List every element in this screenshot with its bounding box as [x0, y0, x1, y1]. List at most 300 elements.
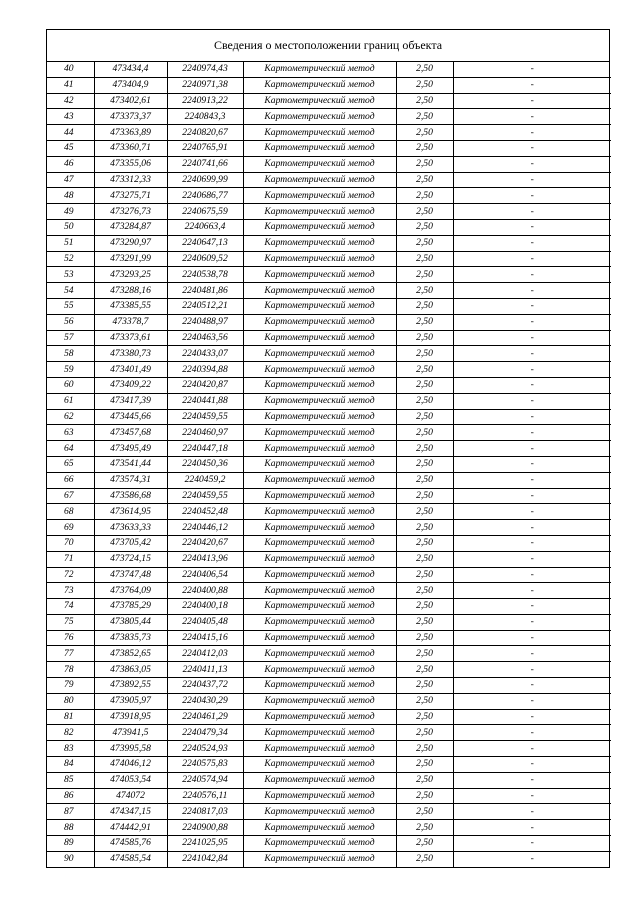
cell-accuracy: 2,50 — [396, 362, 453, 378]
table-row — [47, 820, 611, 836]
cell-method: Картометрический метод — [243, 772, 396, 788]
cell-accuracy: 2,50 — [396, 820, 453, 836]
cell-coord-y: 2240433,07 — [167, 346, 243, 362]
cell-coord-y: 2240609,52 — [167, 251, 243, 267]
cell-point-number: 67 — [47, 488, 94, 504]
cell-coord-x: 473614,95 — [94, 504, 167, 520]
cell-coord-y: 2240574,94 — [167, 772, 243, 788]
cell-coord-y: 2240538,78 — [167, 267, 243, 283]
cell-point-number: 52 — [47, 251, 94, 267]
cell-coord-y: 2241042,84 — [167, 851, 243, 866]
table-row — [47, 140, 611, 156]
cell-accuracy: 2,50 — [396, 409, 453, 425]
table-row — [47, 772, 611, 788]
table-row — [47, 456, 611, 472]
cell-accuracy: 2,50 — [396, 330, 453, 346]
cell-description: - — [453, 820, 611, 836]
cell-coord-x: 473355,06 — [94, 156, 167, 172]
cell-coord-x: 473586,68 — [94, 488, 167, 504]
table-row — [47, 393, 611, 409]
cell-description: - — [453, 314, 611, 330]
cell-coord-y: 2240430,29 — [167, 693, 243, 709]
cell-description: - — [453, 662, 611, 678]
cell-accuracy: 2,50 — [396, 614, 453, 630]
cell-coord-x: 473918,95 — [94, 709, 167, 725]
cell-coord-y: 2240447,18 — [167, 441, 243, 457]
cell-point-number: 51 — [47, 235, 94, 251]
table-row — [47, 251, 611, 267]
cell-coord-x: 473276,73 — [94, 204, 167, 220]
cell-method: Картометрический метод — [243, 725, 396, 741]
cell-coord-x: 473373,37 — [94, 109, 167, 125]
cell-coord-y: 2240576,11 — [167, 788, 243, 804]
cell-accuracy: 2,50 — [396, 188, 453, 204]
cell-coord-x: 473312,33 — [94, 172, 167, 188]
cell-coord-x: 473724,15 — [94, 551, 167, 567]
cell-point-number: 73 — [47, 583, 94, 599]
cell-coord-y: 2240394,88 — [167, 362, 243, 378]
cell-description: - — [453, 172, 611, 188]
cell-accuracy: 2,50 — [396, 757, 453, 773]
cell-coord-y: 2240459,2 — [167, 472, 243, 488]
table-row — [47, 804, 611, 820]
cell-accuracy: 2,50 — [396, 267, 453, 283]
cell-point-number: 87 — [47, 804, 94, 820]
cell-coord-x: 473941,5 — [94, 725, 167, 741]
cell-coord-y: 2240452,48 — [167, 504, 243, 520]
cell-accuracy: 2,50 — [396, 741, 453, 757]
cell-coord-x: 474046,12 — [94, 757, 167, 773]
cell-description: - — [453, 204, 611, 220]
cell-point-number: 59 — [47, 362, 94, 378]
cell-description: - — [453, 188, 611, 204]
cell-accuracy: 2,50 — [396, 551, 453, 567]
cell-coord-x: 473705,42 — [94, 535, 167, 551]
cell-description: - — [453, 757, 611, 773]
cell-method: Картометрический метод — [243, 235, 396, 251]
cell-accuracy: 2,50 — [396, 646, 453, 662]
cell-point-number: 43 — [47, 109, 94, 125]
cell-coord-y: 2240971,38 — [167, 77, 243, 93]
cell-point-number: 84 — [47, 757, 94, 773]
cell-accuracy: 2,50 — [396, 62, 453, 77]
cell-coord-y: 2240411,13 — [167, 662, 243, 678]
cell-description: - — [453, 725, 611, 741]
cell-method: Картометрический метод — [243, 109, 396, 125]
cell-coord-y: 2240437,72 — [167, 678, 243, 694]
cell-accuracy: 2,50 — [396, 488, 453, 504]
cell-description: - — [453, 472, 611, 488]
table-row — [47, 693, 611, 709]
cell-point-number: 88 — [47, 820, 94, 836]
cell-accuracy: 2,50 — [396, 788, 453, 804]
cell-coord-x: 473290,97 — [94, 235, 167, 251]
table-row — [47, 283, 611, 299]
table-row — [47, 188, 611, 204]
cell-method: Картометрический метод — [243, 646, 396, 662]
cell-method: Картометрический метод — [243, 678, 396, 694]
cell-point-number: 56 — [47, 314, 94, 330]
cell-coord-y: 2240524,93 — [167, 741, 243, 757]
cell-method: Картометрический метод — [243, 251, 396, 267]
table-row — [47, 504, 611, 520]
cell-coord-y: 2240446,12 — [167, 520, 243, 536]
table-row — [47, 788, 611, 804]
table-row — [47, 630, 611, 646]
cell-description: - — [453, 520, 611, 536]
cell-description: - — [453, 125, 611, 141]
cell-coord-x: 473764,09 — [94, 583, 167, 599]
cell-description: - — [453, 377, 611, 393]
cell-point-number: 48 — [47, 188, 94, 204]
cell-description: - — [453, 709, 611, 725]
cell-method: Картометрический метод — [243, 314, 396, 330]
cell-coord-y: 2240461,29 — [167, 709, 243, 725]
cell-method: Картометрический метод — [243, 614, 396, 630]
cell-description: - — [453, 693, 611, 709]
cell-point-number: 60 — [47, 377, 94, 393]
cell-point-number: 69 — [47, 520, 94, 536]
cell-accuracy: 2,50 — [396, 109, 453, 125]
cell-accuracy: 2,50 — [396, 425, 453, 441]
cell-coord-x: 473995,58 — [94, 741, 167, 757]
cell-coord-y: 2240512,21 — [167, 298, 243, 314]
cell-coord-x: 473404,9 — [94, 77, 167, 93]
table-row — [47, 836, 611, 852]
cell-method: Картометрический метод — [243, 741, 396, 757]
table-row — [47, 125, 611, 141]
cell-accuracy: 2,50 — [396, 535, 453, 551]
cell-point-number: 79 — [47, 678, 94, 694]
cell-description: - — [453, 251, 611, 267]
cell-coord-x: 473445,66 — [94, 409, 167, 425]
cell-coord-x: 473385,55 — [94, 298, 167, 314]
cell-coord-y: 2240686,77 — [167, 188, 243, 204]
cell-method: Картометрический метод — [243, 583, 396, 599]
cell-coord-y: 2240575,83 — [167, 757, 243, 773]
cell-description: - — [453, 504, 611, 520]
cell-accuracy: 2,50 — [396, 630, 453, 646]
cell-description: - — [453, 646, 611, 662]
cell-coord-y: 2240488,97 — [167, 314, 243, 330]
table-row — [47, 77, 611, 93]
cell-coord-x: 473275,71 — [94, 188, 167, 204]
cell-coord-x: 473541,44 — [94, 456, 167, 472]
cell-point-number: 81 — [47, 709, 94, 725]
table-row — [47, 614, 611, 630]
cell-coord-y: 2240843,3 — [167, 109, 243, 125]
cell-method: Картометрический метод — [243, 219, 396, 235]
cell-accuracy: 2,50 — [396, 662, 453, 678]
cell-description: - — [453, 488, 611, 504]
cell-coord-x: 474053,54 — [94, 772, 167, 788]
cell-point-number: 45 — [47, 140, 94, 156]
cell-method: Картометрический метод — [243, 93, 396, 109]
cell-accuracy: 2,50 — [396, 472, 453, 488]
cell-accuracy: 2,50 — [396, 219, 453, 235]
cell-method: Картометрический метод — [243, 820, 396, 836]
cell-coord-y: 2240479,34 — [167, 725, 243, 741]
cell-coord-x: 474072 — [94, 788, 167, 804]
cell-point-number: 82 — [47, 725, 94, 741]
cell-method: Картометрический метод — [243, 188, 396, 204]
cell-method: Картометрический метод — [243, 204, 396, 220]
cell-point-number: 41 — [47, 77, 94, 93]
cell-description: - — [453, 346, 611, 362]
cell-accuracy: 2,50 — [396, 772, 453, 788]
cell-method: Картометрический метод — [243, 757, 396, 773]
cell-description: - — [453, 567, 611, 583]
cell-accuracy: 2,50 — [396, 346, 453, 362]
cell-accuracy: 2,50 — [396, 393, 453, 409]
table-row — [47, 472, 611, 488]
cell-coord-x: 473378,7 — [94, 314, 167, 330]
cell-accuracy: 2,50 — [396, 836, 453, 852]
cell-coord-x: 473293,25 — [94, 267, 167, 283]
cell-accuracy: 2,50 — [396, 93, 453, 109]
cell-coord-x: 473284,87 — [94, 219, 167, 235]
cell-accuracy: 2,50 — [396, 709, 453, 725]
cell-point-number: 61 — [47, 393, 94, 409]
cell-coord-x: 474347,15 — [94, 804, 167, 820]
cell-coord-y: 2240459,55 — [167, 488, 243, 504]
cell-coord-x: 473417,39 — [94, 393, 167, 409]
cell-coord-x: 474442,91 — [94, 820, 167, 836]
cell-description: - — [453, 772, 611, 788]
boundary-table-sheet — [46, 29, 610, 868]
cell-description: - — [453, 630, 611, 646]
cell-method: Картометрический метод — [243, 804, 396, 820]
cell-coord-y: 2240412,03 — [167, 646, 243, 662]
cell-method: Картометрический метод — [243, 330, 396, 346]
cell-coord-x: 473785,29 — [94, 599, 167, 615]
cell-point-number: 80 — [47, 693, 94, 709]
cell-method: Картометрический метод — [243, 709, 396, 725]
table-row — [47, 219, 611, 235]
cell-point-number: 55 — [47, 298, 94, 314]
table-row — [47, 330, 611, 346]
table-row — [47, 346, 611, 362]
table-row — [47, 235, 611, 251]
cell-coord-x: 473835,73 — [94, 630, 167, 646]
cell-coord-y: 2240420,67 — [167, 535, 243, 551]
cell-point-number: 77 — [47, 646, 94, 662]
cell-coord-y: 2240406,54 — [167, 567, 243, 583]
cell-description: - — [453, 140, 611, 156]
cell-method: Картометрический метод — [243, 298, 396, 314]
cell-coord-x: 473373,61 — [94, 330, 167, 346]
table-row — [47, 488, 611, 504]
cell-accuracy: 2,50 — [396, 678, 453, 694]
cell-description: - — [453, 267, 611, 283]
cell-point-number: 65 — [47, 456, 94, 472]
cell-coord-x: 473363,89 — [94, 125, 167, 141]
cell-method: Картометрический метод — [243, 456, 396, 472]
cell-point-number: 53 — [47, 267, 94, 283]
cell-point-number: 44 — [47, 125, 94, 141]
cell-method: Картометрический метод — [243, 283, 396, 299]
cell-coord-x: 473360,71 — [94, 140, 167, 156]
table-row — [47, 851, 611, 866]
cell-coord-y: 2240817,03 — [167, 804, 243, 820]
cell-point-number: 50 — [47, 219, 94, 235]
cell-coord-x: 473747,48 — [94, 567, 167, 583]
table-body — [47, 62, 611, 867]
cell-point-number: 70 — [47, 535, 94, 551]
cell-method: Картометрический метод — [243, 599, 396, 615]
table-row — [47, 757, 611, 773]
cell-coord-y: 2240647,13 — [167, 235, 243, 251]
cell-accuracy: 2,50 — [396, 441, 453, 457]
cell-description: - — [453, 235, 611, 251]
table-row — [47, 314, 611, 330]
cell-method: Картометрический метод — [243, 409, 396, 425]
cell-point-number: 85 — [47, 772, 94, 788]
cell-description: - — [453, 551, 611, 567]
table-row — [47, 567, 611, 583]
cell-method: Картометрический метод — [243, 377, 396, 393]
cell-point-number: 47 — [47, 172, 94, 188]
table-title: Сведения о местоположении границ объекта — [47, 30, 609, 62]
cell-accuracy: 2,50 — [396, 520, 453, 536]
cell-method: Картометрический метод — [243, 172, 396, 188]
cell-point-number: 54 — [47, 283, 94, 299]
coordinates-table — [47, 62, 611, 867]
cell-point-number: 64 — [47, 441, 94, 457]
cell-description: - — [453, 109, 611, 125]
cell-method: Картометрический метод — [243, 551, 396, 567]
cell-accuracy: 2,50 — [396, 725, 453, 741]
table-row — [47, 425, 611, 441]
cell-coord-y: 2240400,18 — [167, 599, 243, 615]
cell-accuracy: 2,50 — [396, 567, 453, 583]
cell-description: - — [453, 298, 611, 314]
cell-method: Картометрический метод — [243, 630, 396, 646]
table-row — [47, 156, 611, 172]
cell-point-number: 66 — [47, 472, 94, 488]
cell-point-number: 86 — [47, 788, 94, 804]
cell-coord-y: 2240900,88 — [167, 820, 243, 836]
cell-point-number: 78 — [47, 662, 94, 678]
table-row — [47, 520, 611, 536]
cell-method: Картометрический метод — [243, 520, 396, 536]
cell-accuracy: 2,50 — [396, 251, 453, 267]
cell-method: Картометрический метод — [243, 346, 396, 362]
cell-point-number: 62 — [47, 409, 94, 425]
cell-coord-x: 473805,44 — [94, 614, 167, 630]
cell-accuracy: 2,50 — [396, 504, 453, 520]
cell-point-number: 83 — [47, 741, 94, 757]
table-row — [47, 583, 611, 599]
table-row — [47, 709, 611, 725]
table-row — [47, 662, 611, 678]
cell-coord-y: 2240765,91 — [167, 140, 243, 156]
cell-coord-x: 473495,49 — [94, 441, 167, 457]
cell-point-number: 75 — [47, 614, 94, 630]
cell-method: Картометрический метод — [243, 535, 396, 551]
cell-accuracy: 2,50 — [396, 456, 453, 472]
cell-point-number: 76 — [47, 630, 94, 646]
cell-method: Картометрический метод — [243, 836, 396, 852]
table-row — [47, 551, 611, 567]
cell-description: - — [453, 456, 611, 472]
cell-point-number: 63 — [47, 425, 94, 441]
cell-description: - — [453, 836, 611, 852]
cell-coord-y: 2240420,87 — [167, 377, 243, 393]
cell-coord-y: 2240400,88 — [167, 583, 243, 599]
cell-description: - — [453, 62, 611, 77]
table-row — [47, 109, 611, 125]
cell-description: - — [453, 219, 611, 235]
table-row — [47, 267, 611, 283]
cell-coord-x: 473380,73 — [94, 346, 167, 362]
cell-coord-x: 473288,16 — [94, 283, 167, 299]
table-row — [47, 362, 611, 378]
cell-accuracy: 2,50 — [396, 156, 453, 172]
cell-description: - — [453, 788, 611, 804]
cell-method: Картометрический метод — [243, 267, 396, 283]
cell-accuracy: 2,50 — [396, 314, 453, 330]
cell-description: - — [453, 93, 611, 109]
cell-point-number: 68 — [47, 504, 94, 520]
cell-point-number: 49 — [47, 204, 94, 220]
cell-method: Картометрический метод — [243, 472, 396, 488]
cell-accuracy: 2,50 — [396, 140, 453, 156]
cell-description: - — [453, 425, 611, 441]
cell-coord-y: 2241025,95 — [167, 836, 243, 852]
cell-accuracy: 2,50 — [396, 851, 453, 866]
table-row — [47, 441, 611, 457]
cell-description: - — [453, 330, 611, 346]
cell-coord-x: 473892,55 — [94, 678, 167, 694]
cell-description: - — [453, 441, 611, 457]
table-row — [47, 741, 611, 757]
table-row — [47, 62, 611, 77]
cell-point-number: 89 — [47, 836, 94, 852]
cell-method: Картометрический метод — [243, 662, 396, 678]
table-row — [47, 409, 611, 425]
cell-coord-y: 2240663,4 — [167, 219, 243, 235]
cell-coord-x: 473434,4 — [94, 62, 167, 77]
cell-coord-y: 2240820,67 — [167, 125, 243, 141]
cell-description: - — [453, 599, 611, 615]
cell-accuracy: 2,50 — [396, 599, 453, 615]
cell-method: Картометрический метод — [243, 425, 396, 441]
cell-description: - — [453, 614, 611, 630]
cell-coord-y: 2240441,88 — [167, 393, 243, 409]
cell-coord-y: 2240405,48 — [167, 614, 243, 630]
table-row — [47, 646, 611, 662]
cell-coord-y: 2240460,97 — [167, 425, 243, 441]
cell-coord-x: 474585,54 — [94, 851, 167, 866]
cell-method: Картометрический метод — [243, 77, 396, 93]
cell-coord-x: 473457,68 — [94, 425, 167, 441]
table-row — [47, 298, 611, 314]
cell-description: - — [453, 362, 611, 378]
cell-point-number: 40 — [47, 62, 94, 77]
cell-coord-y: 2240675,59 — [167, 204, 243, 220]
cell-coord-x: 473633,33 — [94, 520, 167, 536]
cell-accuracy: 2,50 — [396, 125, 453, 141]
cell-point-number: 57 — [47, 330, 94, 346]
cell-accuracy: 2,50 — [396, 804, 453, 820]
cell-accuracy: 2,50 — [396, 377, 453, 393]
cell-coord-x: 473291,99 — [94, 251, 167, 267]
cell-description: - — [453, 535, 611, 551]
cell-coord-y: 2240415,16 — [167, 630, 243, 646]
cell-description: - — [453, 283, 611, 299]
table-row — [47, 377, 611, 393]
